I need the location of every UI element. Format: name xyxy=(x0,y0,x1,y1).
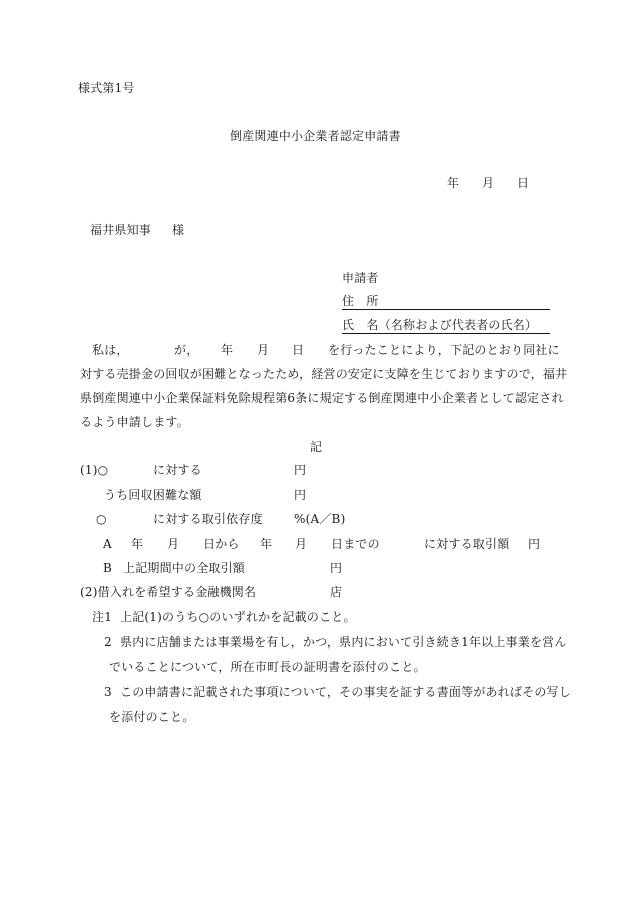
item1-a-unit: 円 xyxy=(528,537,541,551)
note2-line1: 県内に店舗または事業場を有し，かつ，県内において引き続き1年以上事業を営ん xyxy=(120,635,567,649)
applicant-address-label: 住 所 xyxy=(342,294,379,308)
item1-text: に対する xyxy=(153,463,202,477)
applicant-heading: 申請者 xyxy=(342,271,379,285)
document-title: 倒産関連中小企業者認定申請書 xyxy=(230,129,401,143)
item1-unit: 円 xyxy=(294,463,307,477)
item1-b-label: B xyxy=(103,561,113,575)
address-underline xyxy=(342,309,550,310)
ki-heading: 記 xyxy=(310,440,323,454)
item2-unit: 店 xyxy=(330,585,343,599)
note3-line2: を添付のこと。 xyxy=(109,710,195,724)
item1-b-unit: 円 xyxy=(330,561,343,575)
addressee-name: 福井県知事 xyxy=(90,223,152,237)
form-number: 様式第1号 xyxy=(78,81,135,95)
note1-label: 注1 xyxy=(92,610,113,624)
item2-text: (2)借入れを希望する金融機関名 xyxy=(80,585,257,599)
item1-a-from: 日から xyxy=(203,537,240,551)
addressee-honorific: 様 xyxy=(172,223,185,237)
item1-a-year1: 年 xyxy=(131,537,144,551)
body-line1-day: 日 xyxy=(292,343,305,357)
item1-a-month2: 月 xyxy=(295,537,308,551)
note2-line2: でいることについて，所在市町長の証明書を添付のこと。 xyxy=(109,660,426,674)
applicant-name-label: 氏 名（名称および代表者の氏名） xyxy=(342,318,538,332)
item1-ratio-unit: %(A／B) xyxy=(294,512,346,526)
item1-b-text: 上記期間中の全取引額 xyxy=(123,561,246,575)
body-line1-year: 年 xyxy=(221,343,234,357)
item1-ratio-text: に対する取引依存度 xyxy=(153,512,263,526)
body-line3: 県倒産関連中小企業保証料免除規程第6条に規定する倒産関連中小企業者として認定され xyxy=(80,391,564,405)
date-day: 日 xyxy=(517,176,530,190)
item1-a-text: に対する取引額 xyxy=(424,537,510,551)
body-line1-part1: 私は， xyxy=(92,343,129,357)
body-line1-part3: を行ったことにより，下記のとおり同社に xyxy=(328,343,560,357)
date-year: 年 xyxy=(447,176,460,190)
note3-num: 3 xyxy=(104,685,112,699)
note3-line1: この申請書に記載された事項について，その事実を証する書面等があればその写し xyxy=(120,685,571,699)
name-underline xyxy=(342,333,550,334)
item1-prefix: (1)○ xyxy=(80,463,109,477)
body-line1-month: 月 xyxy=(257,343,270,357)
body-line1-part2: が， xyxy=(174,343,199,357)
note2-num: 2 xyxy=(104,635,112,649)
item1-ratio-prefix: ○ xyxy=(96,512,107,526)
body-line2: 対する売掛金の回収が困難となったため，経営の安定に支障を生じておりますので，福井 xyxy=(80,367,568,381)
item1-sub-unit: 円 xyxy=(294,488,307,502)
item1-sub-text: うち回収困難な額 xyxy=(104,488,202,502)
item1-a-label: A xyxy=(103,537,112,551)
body-line4: るよう申請します。 xyxy=(80,415,189,429)
date-month: 月 xyxy=(482,176,495,190)
item1-a-year2: 年 xyxy=(260,537,273,551)
note1-text: 上記(1)のうち○のいずれかを記載のこと。 xyxy=(120,610,356,624)
item1-a-until: 日までの xyxy=(331,537,380,551)
item1-a-month1: 月 xyxy=(167,537,180,551)
